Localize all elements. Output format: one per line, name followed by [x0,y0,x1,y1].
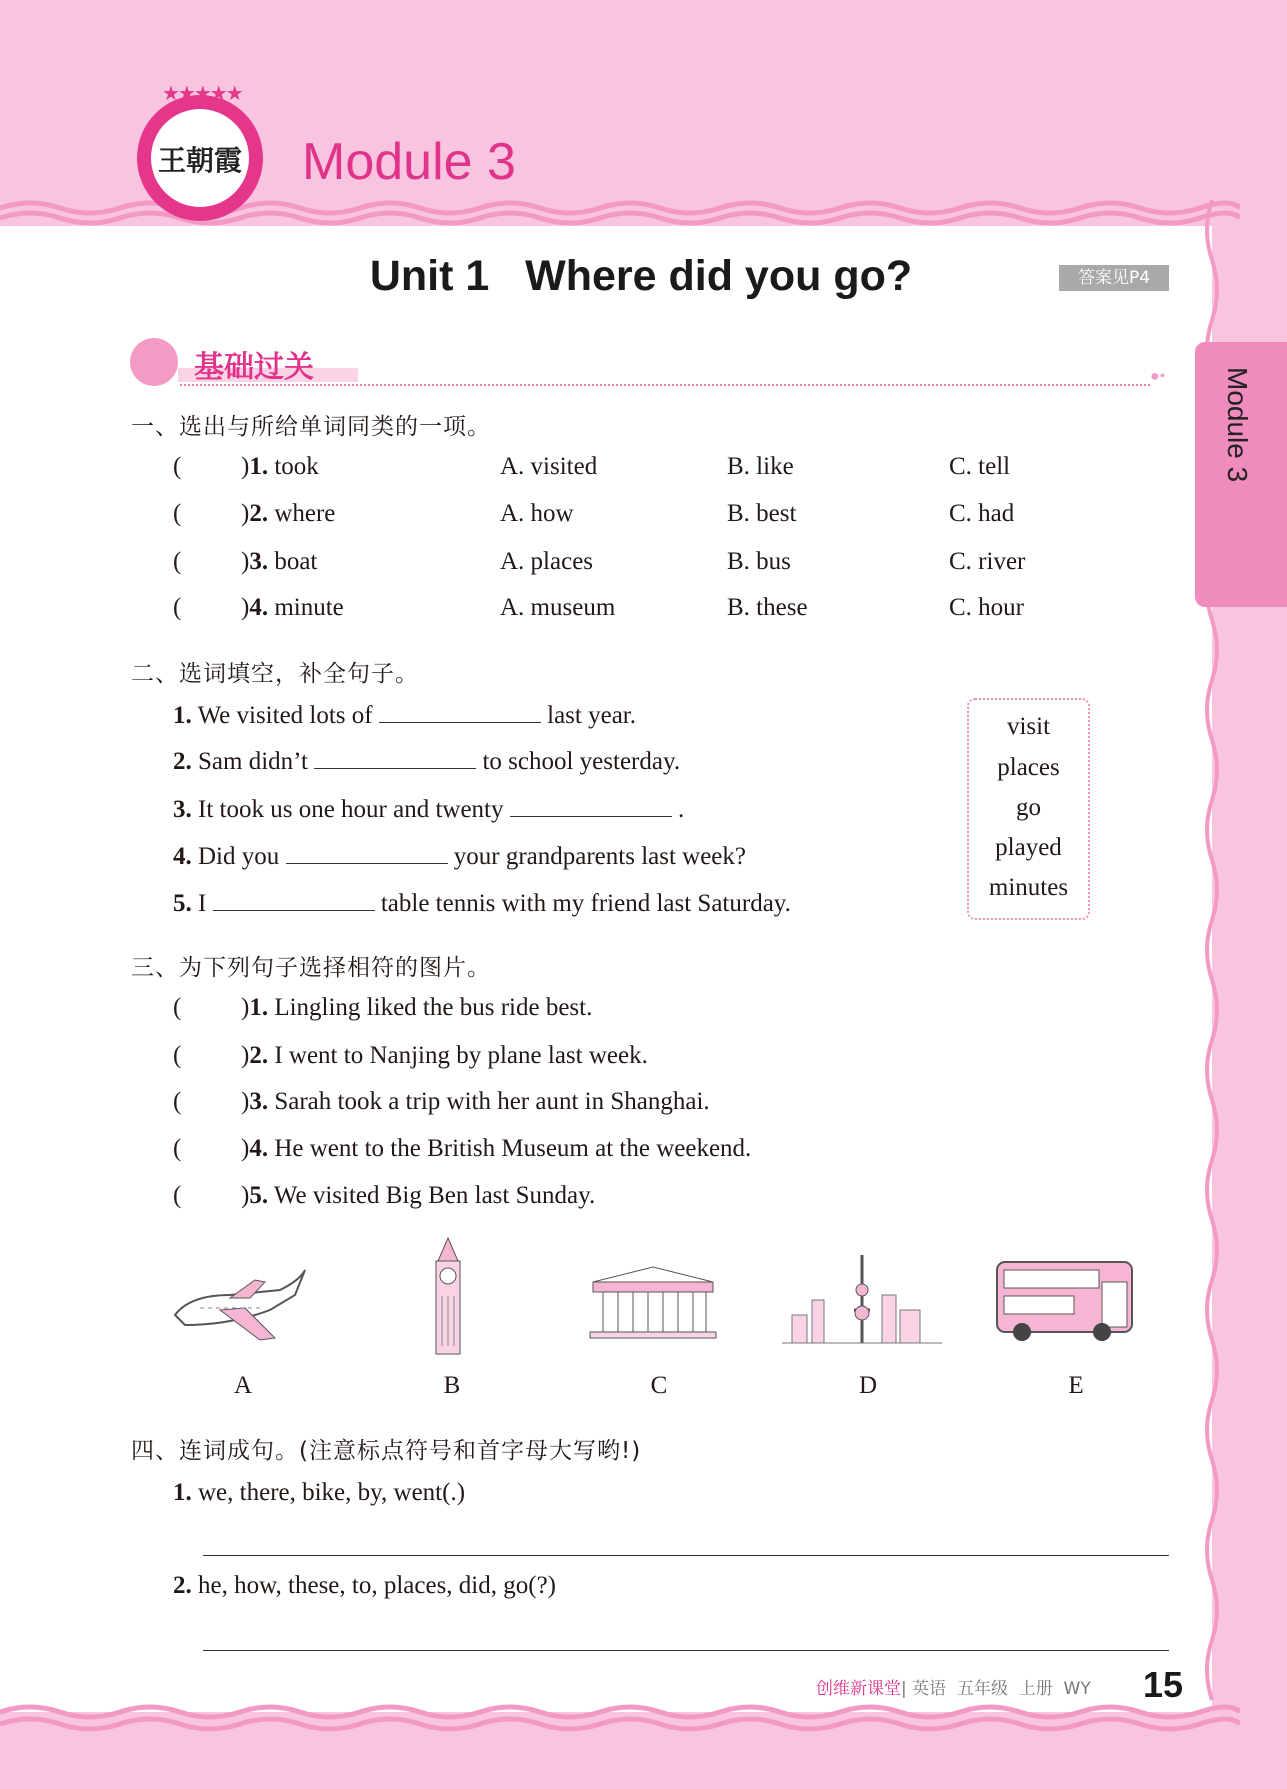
picture-label: D [858,1372,878,1399]
blank-input[interactable] [510,795,672,817]
word-list: we, there, bike, by, went(.) [198,1479,466,1506]
answer-paren[interactable]: ( [173,1042,182,1069]
section-banner: 基础过关 [194,350,314,385]
item-number: 1. [173,702,192,729]
sentence-start: I [198,890,207,917]
blank-input[interactable] [314,747,476,769]
option-a: A. museum [500,594,616,621]
answer-paren[interactable]: ( [173,548,182,575]
option-b: B. bus [727,548,791,575]
item-number: 3. [173,796,192,823]
answer-paren[interactable]: ( [173,500,182,527]
given-word: took [274,453,319,480]
dotted-divider [180,384,1150,386]
word-box-item: visit [1006,713,1051,740]
sentence-start: It took us one hour and twenty [198,796,504,823]
fill-blank-item-4 [173,842,746,871]
museum-picture-icon [588,1262,718,1342]
plane-picture-icon [170,1260,310,1350]
star-icon: ★★★★★ [162,83,242,105]
item-number: 4. [249,1135,269,1162]
logo-text: 王朝霞 [157,144,242,177]
picture-label: E [1068,1372,1084,1399]
choice-item-1: )1. took [241,453,319,480]
given-word: where [274,500,336,527]
answer-line-1[interactable] [203,1555,1169,1556]
item-number: 1. [249,453,269,480]
option-a: A. visited [500,453,598,480]
sentence-end: . [678,796,685,823]
word-box-item: places [997,754,1060,781]
picture-match-item-2: )2. I went to Nanjing by plane last week. [241,1042,648,1069]
sentence: He went to the British Museum at the weekend. [274,1135,752,1162]
option-b: B. these [727,594,808,621]
sentence: Lingling liked the bus ride best. [274,994,593,1021]
item-number: 4. [173,843,192,870]
blank-input[interactable] [379,701,541,723]
blank-input[interactable] [286,842,448,864]
picture-label: B [443,1372,461,1399]
reorder-item-2 [173,1572,556,1600]
fill-blank-item-1 [173,701,636,730]
option-a: A. places [500,548,594,575]
word-list: he, how, these, to, places, did, go(?) [198,1572,556,1599]
fill-blank-item-5 [173,889,791,918]
sentence-end: to school yesterday. [482,748,681,775]
sentence: Sarah took a trip with her aunt in Shanghai. [274,1088,710,1115]
answer-paren[interactable]: ( [173,1182,182,1209]
item-number: 1. [173,1479,192,1506]
footer-details: | 英语 五年级 上册 WY [901,1679,1091,1699]
answer-paren[interactable]: ( [173,453,182,480]
dots-decoration-icon: ●• [1150,368,1166,385]
picture-label: A [233,1372,253,1399]
reorder-item-1 [173,1479,465,1507]
sentence-start: Did you [198,843,280,870]
option-a: A. how [500,500,574,527]
unit-title: Unit 1 Where did you go? [369,252,913,300]
word-box-item: go [1016,794,1041,821]
item-number: 4. [249,594,269,621]
sentence-end: last year. [547,702,636,729]
option-c: C. hour [949,594,1024,621]
module-title: Module 3 [302,133,516,191]
given-word: boat [274,548,318,575]
logo [137,83,263,221]
big-ben-picture-icon [428,1236,468,1356]
sentence: We visited Big Ben last Sunday. [273,1182,596,1209]
sentence-start: We visited lots of [197,702,373,729]
part3-heading: 三、为下列句子选择相符的图片。 [131,955,491,981]
page-number: 15 [1143,1664,1184,1705]
choice-item-3: )3. boat [241,548,318,575]
sentence-end: your grandparents last week? [453,843,746,870]
item-number: 2. [249,1042,269,1069]
answer-paren[interactable]: ( [173,1135,182,1162]
option-c: C. river [949,548,1026,575]
given-word: minute [274,594,344,621]
answer-paren[interactable]: ( [173,994,182,1021]
item-number: 2. [173,748,192,775]
footer-brand: 创维新课堂 [816,1679,901,1699]
part4-heading: 四、连词成句。(注意标点符号和首字母大写哟!) [131,1438,642,1464]
side-tab [1195,342,1287,607]
sentence-start: Sam didn’t [198,748,308,775]
option-b: B. best [727,500,797,527]
picture-match-item-4: )4. He went to the British Museum at the weekend. [241,1135,752,1162]
item-number: 5. [173,890,192,917]
shanghai-skyline-picture-icon [782,1255,942,1350]
fill-blank-item-2 [173,747,680,776]
option-c: C. had [949,500,1015,527]
blank-input[interactable] [213,889,375,911]
sentence-end: table tennis with my friend last Saturday. [380,890,791,917]
word-box-item: minutes [988,874,1069,901]
option-c: C. tell [949,453,1011,480]
item-number: 5. [249,1182,269,1209]
item-number: 1. [249,994,269,1021]
answer-paren[interactable]: ( [173,1088,182,1115]
fill-blank-item-3 [173,795,684,824]
sentence: I went to Nanjing by plane last week. [274,1042,648,1069]
girl-avatar-icon [130,338,178,386]
bottom-wave-border [0,1700,1240,1740]
part2-heading: 二、选词填空，补全句子。 [131,661,419,687]
answer-line-2[interactable] [203,1650,1169,1651]
picture-match-item-3: )3. Sarah took a trip with her aunt in Shanghai. [241,1088,710,1115]
bus-picture-icon [992,1252,1142,1347]
item-number: 3. [249,548,269,575]
choice-item-2: )2. where [241,500,336,527]
picture-match-item-5: )5. We visited Big Ben last Sunday. [241,1182,596,1209]
item-number: 3. [249,1088,269,1115]
item-number: 2. [173,1572,192,1599]
answer-reference-badge: 答案见P4 [1059,265,1169,291]
choice-item-4: )4. minute [241,594,344,621]
item-number: 2. [249,500,269,527]
side-tab-label: Module 3 [1222,367,1253,483]
picture-label: C [650,1372,668,1399]
picture-match-item-1: )1. Lingling liked the bus ride best. [241,994,593,1021]
answer-paren[interactable]: ( [173,594,182,621]
part1-heading: 一、选出与所给单词同类的一项。 [131,414,491,440]
footer-info [816,1674,1091,1699]
option-b: B. like [727,453,794,480]
word-box-item: played [995,834,1062,861]
